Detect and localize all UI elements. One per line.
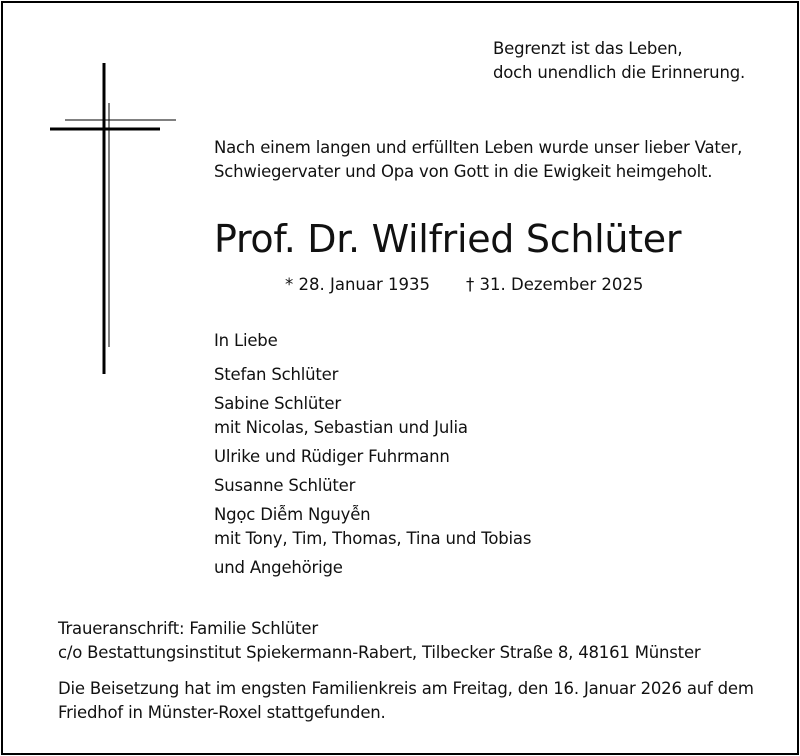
intro-line-1: Nach einem langen und erfüllten Leben wurde unser lieber Vater,	[214, 138, 743, 157]
burial-line-1: Die Beisetzung hat im engsten Familienkreis am Freitag, den 16. Januar 2026 auf dem	[58, 679, 754, 698]
deceased-name: Prof. Dr. Wilfried Schlüter	[214, 217, 682, 261]
death-date: † 31. Dezember 2025	[466, 275, 644, 294]
birth-date: * 28. Januar 1935	[285, 275, 431, 294]
address-line-2: c/o Bestattungsinstitut Spiekermann-Rabert, Tilbecker Straße 8, 48161 Münster	[58, 643, 701, 662]
obituary-notice	[1, 1, 799, 755]
burial-line-2: Friedhof in Münster-Roxel stattgefunden.	[58, 703, 386, 722]
cross-icon	[3, 3, 203, 403]
quote	[493, 37, 745, 85]
mourners-heading: In Liebe	[214, 331, 278, 350]
mourner-entry: Ulrike und Rüdiger Fuhrmann	[214, 447, 450, 466]
mourner-entry: Stefan Schlüter	[214, 365, 339, 384]
quote-line-1: Begrenzt ist das Leben,	[493, 39, 683, 58]
condolence-address	[58, 617, 701, 665]
intro-line-2: Schwiegervater und Opa von Gott in die Ewigkeit heimgeholt.	[214, 162, 713, 181]
mourner-entry: Sabine Schlüter	[214, 394, 341, 413]
intro-text	[214, 136, 742, 184]
mourner-entry-sub: mit Tony, Tim, Thomas, Tina und Tobias	[214, 529, 532, 548]
mourner-entry-sub: mit Nicolas, Sebastian und Julia	[214, 418, 468, 437]
mourners-list	[214, 329, 531, 580]
mourner-entry: Ngọc Diễm Nguyễn	[214, 505, 371, 524]
burial-note	[58, 677, 754, 725]
address-line-1: Traueranschrift: Familie Schlüter	[58, 619, 318, 638]
mourner-entry: und Angehörige	[214, 558, 343, 577]
life-dates	[285, 273, 643, 297]
quote-line-2: doch unendlich die Erinnerung.	[493, 63, 746, 82]
mourner-entry: Susanne Schlüter	[214, 476, 356, 495]
